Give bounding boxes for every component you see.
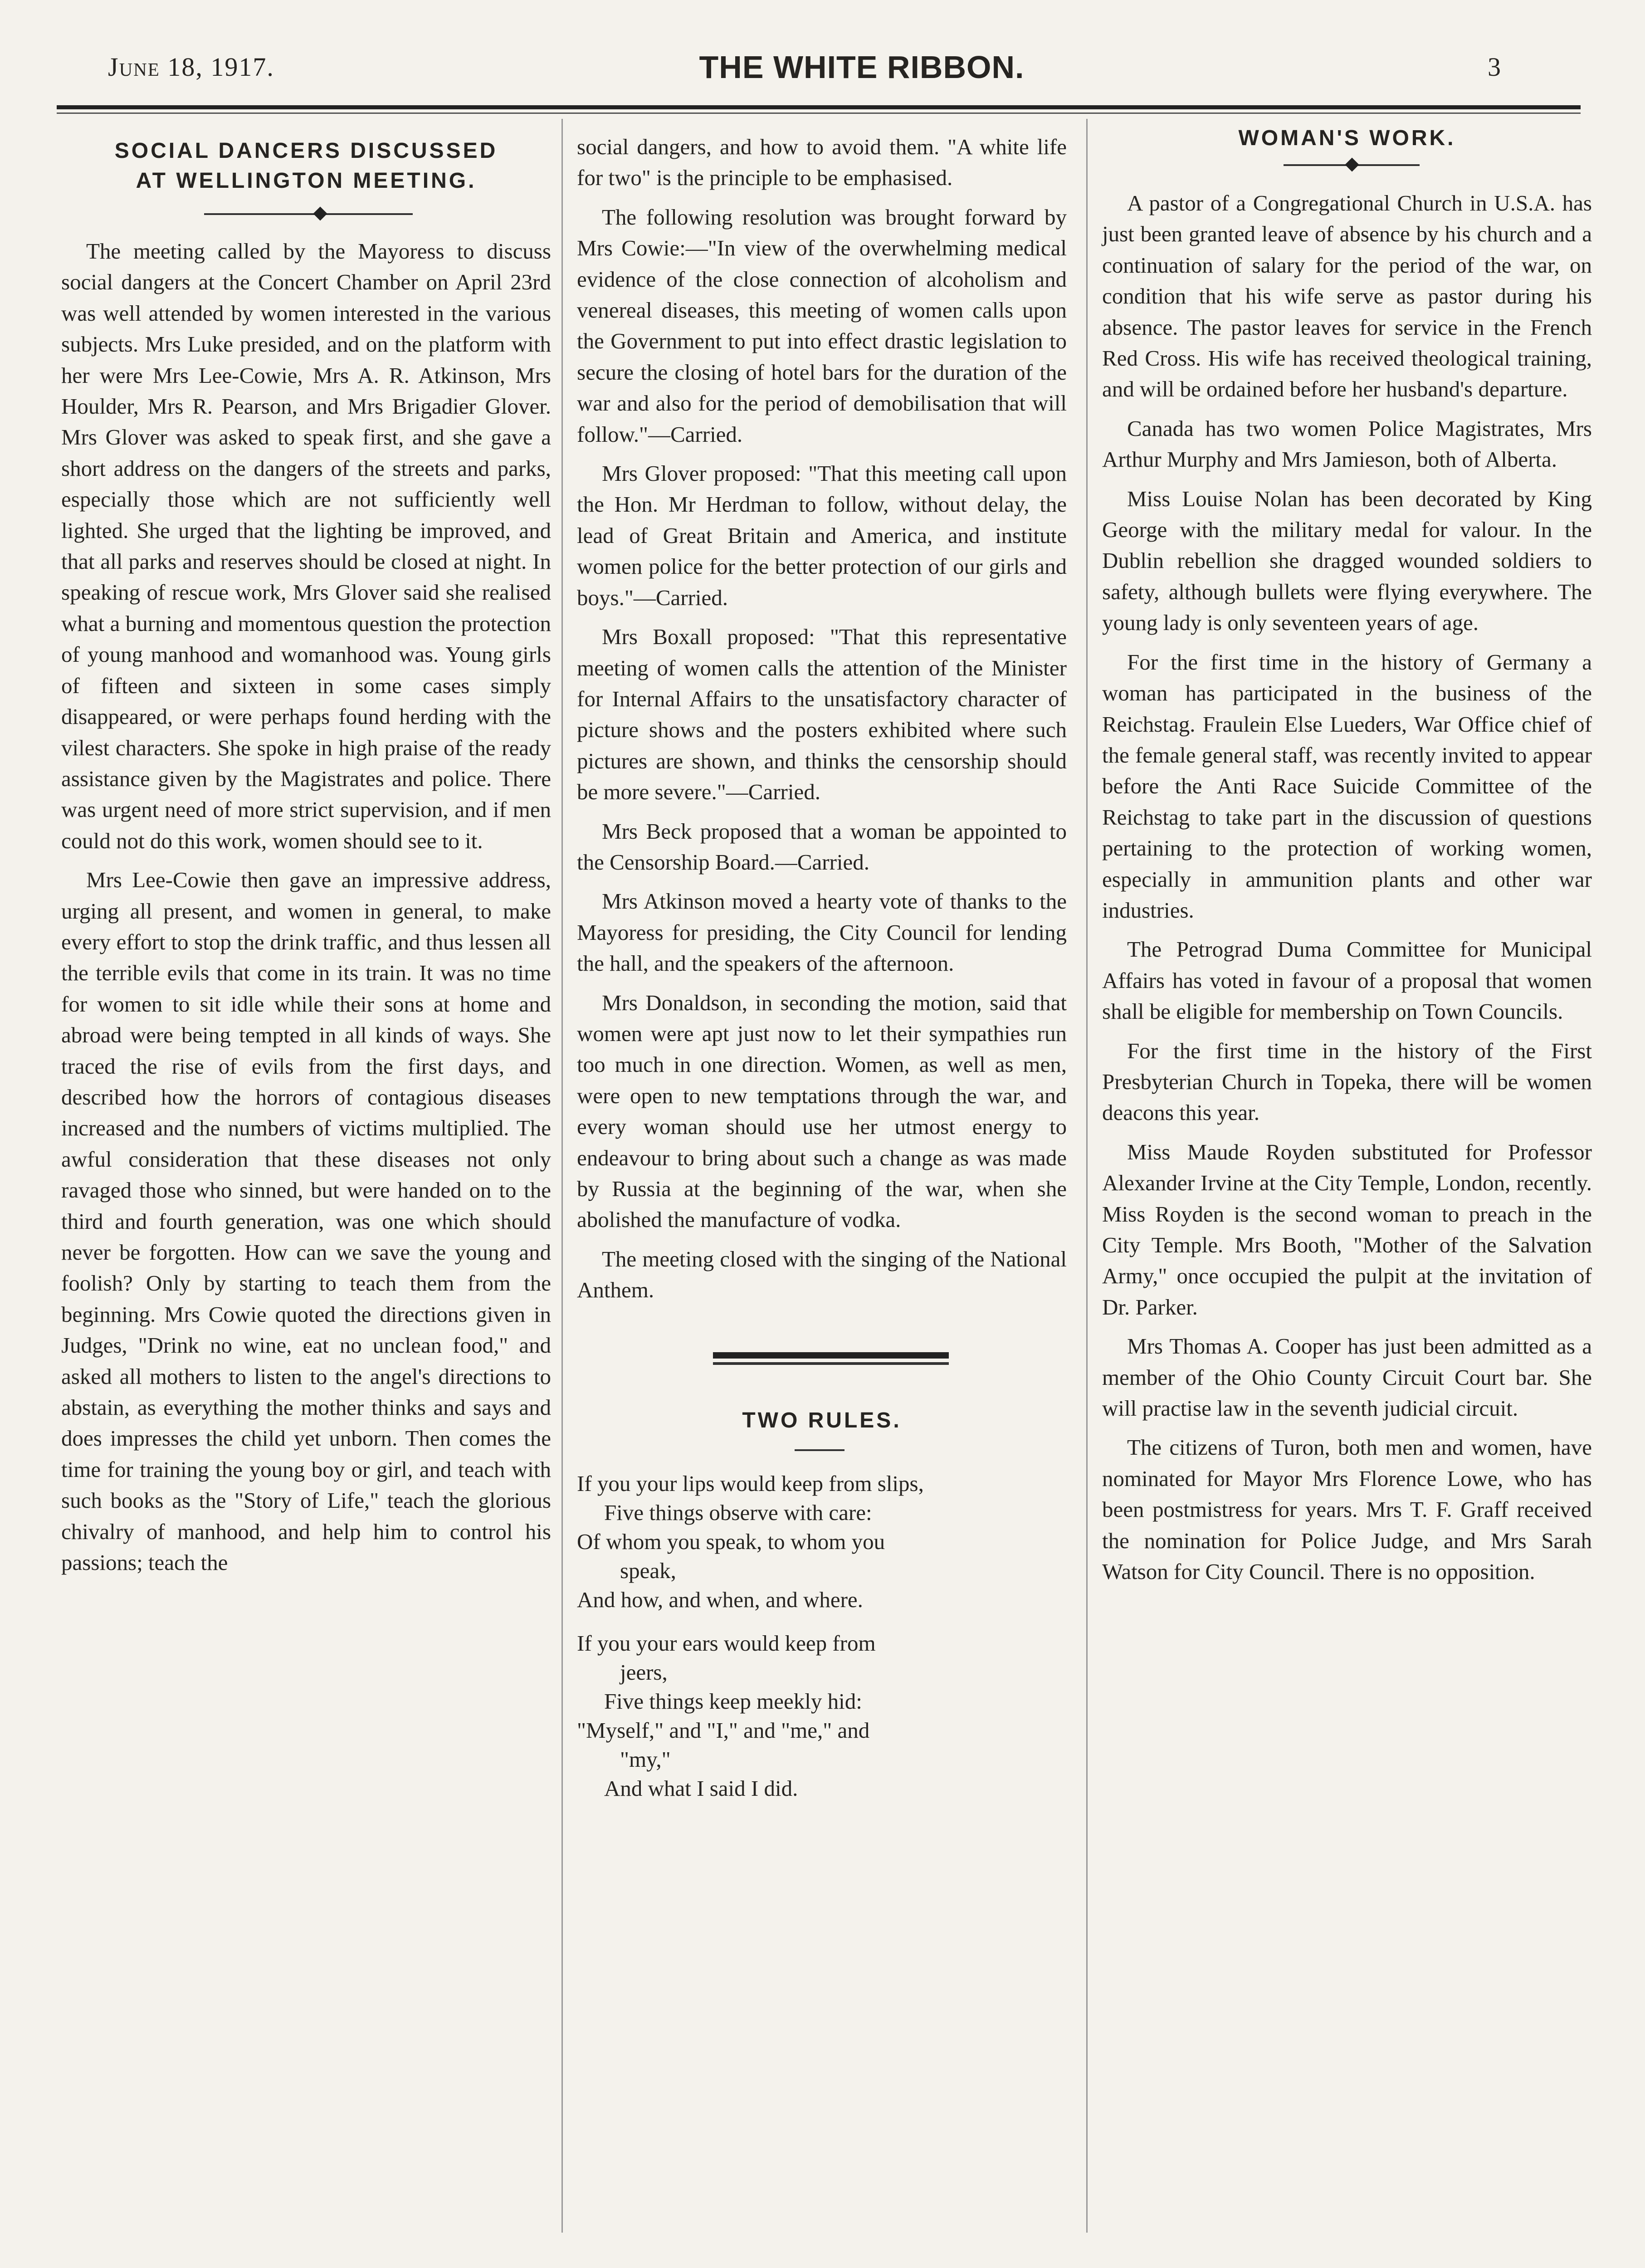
article-paragraph: The meeting closed with the singing of the National Anthem. <box>577 1246 1067 1303</box>
article-paragraph: Mrs Atkinson moved a hearty vote of thanks to the Mayoress for presiding, the City Council for lending the hall, and the speakers of the afternoon. <box>577 889 1067 976</box>
article-heading-social <box>61 136 551 196</box>
womans-work-heading: WOMAN'S WORK. <box>1238 126 1456 150</box>
heading-ornament <box>1102 153 1592 176</box>
poem-line: And what I said I did. <box>604 1775 798 1801</box>
header-rule <box>57 105 1581 109</box>
poem-line: Five things keep meekly hid: <box>604 1688 862 1714</box>
column-divider <box>561 119 563 2233</box>
heading-ornament <box>577 1437 1067 1460</box>
article-paragraph: Mrs Donaldson, in seconding the motion, said that women were apt just now to let their sympathies run too much in one direction. Women, as well as men, were open to new temptations through the war, and every woman should use her utmost energy to endeavour to bring about such a change as was made by Russia at the beginning of the war, when she abolished the manufacture of vodka. <box>577 990 1067 1232</box>
heading-ornament <box>61 202 551 225</box>
article-paragraph: Miss Maude Royden substituted for Professor Alexander Irvine at the City Temple, London, recently. Miss Royden is the second woman to preach in the City Temple. Mrs Booth, "Mother of the Salvation Army," once occupied the pulpit at the invitation of Dr. Parker. <box>1102 1139 1592 1320</box>
page-number: 3 <box>1488 52 1501 82</box>
column-2 <box>577 122 1067 1803</box>
article-paragraph: For the first time in the history of Germany a woman has participated in the business of the Reichstag. Fraulein Else Lueders, War Office chief of the female general staff, was recently invited to appear before the Anti Race Suicide Committee of the Reichstag to take part in the discussion of questions pertaining to the protection of working women, especially in ammunition plants and other war industries. <box>1102 649 1592 923</box>
poem-line: "my," <box>620 1746 671 1772</box>
column-1 <box>61 122 551 1578</box>
poem-line: Five things observe with care: <box>604 1500 872 1525</box>
poem-line: speak, <box>620 1558 676 1583</box>
article-paragraph: The Petrograd Duma Committee for Municipal Affairs has voted in favour of a proposal that women shall be eligible for membership on Town Councils. <box>1102 937 1592 1024</box>
article-paragraph: Mrs Beck proposed that a woman be appointed to the Censorship Board.—Carried. <box>577 818 1067 875</box>
poem-line: And how, and when, and where. <box>577 1587 863 1612</box>
article-paragraph: The meeting called by the Mayoress to discuss social dangers at the Concert Chamber on April 23rd was well attended by women interested in the various subjects. Mrs Luke presided, and on the platform with her were Mrs Lee-Cowie, Mrs A. R. Atkinson, Mrs Houlder, Mrs R. Pearson, and Mrs Brigadier Glover. Mrs Glover was asked to speak first, and she gave a short address on the dangers of the streets and parks, especially those which are not sufficiently well lighted. She urged that the lighting be improved, and that all parks and reserves should be closed at night. In speaking of rescue work, Mrs Glover said she realised what a burning and momentous question the protection of young manhood and womanhood was. Young girls of fifteen and sixteen in some cases simply disappeared, or were perhaps found herding with the vilest characters. She spoke in high praise of the ready assistance given by the Magistrates and police. There was urgent need of more strict supervision, and if men could not do this work, women should see to it. <box>61 239 551 853</box>
column-3 <box>1102 122 1592 1587</box>
poem-line: If you your lips would keep from slips, <box>577 1471 924 1496</box>
poem-line: "Myself," and "I," and "me," and <box>577 1717 870 1743</box>
header-rule-thin <box>57 112 1581 114</box>
article-paragraph: Mrs Boxall proposed: "That this representative meeting of women calls the attention of the Minister for Internal Affairs to the unsatisfactory character of picture shows and the posters exhibited where such pictures are shown, and thinks the censorship should be more severe."—Carried. <box>577 624 1067 805</box>
poem-line: Of whom you speak, to whom you <box>577 1529 885 1554</box>
article-paragraph: The citizens of Turon, both men and women, have nominated for Mayor Mrs Florence Lowe, who has been postmistress for years. Mrs T. F. Graff received the nomination for Police Judge, and Mrs Sarah Watson for City Council. There is no opposition. <box>1102 1435 1592 1584</box>
two-rules-poem <box>577 1469 1067 1803</box>
heading-line-1: SOCIAL DANCERS DISCUSSED <box>114 139 498 163</box>
masthead-title: THE WHITE RIBBON. <box>699 49 1025 85</box>
poem-line: If you your ears would keep from <box>577 1630 876 1656</box>
article-paragraph: Miss Louise Nolan has been decorated by King George with the military medal for valour. In the Dublin rebellion she dragged wounded soldiers to safety, although bullets were flying everywhere. The young lady is only seventeen years of age. <box>1102 486 1592 635</box>
poem-line: jeers, <box>620 1659 668 1685</box>
article-paragraph: Mrs Thomas A. Cooper has just been admitted as a member of the Ohio County Circuit Court bar. She will practise law in the seventh judicial circuit. <box>1102 1334 1592 1421</box>
heading-line-2: AT WELLINGTON MEETING. <box>136 169 477 193</box>
section-separator <box>577 1347 1067 1378</box>
column-divider <box>1086 119 1088 2233</box>
article-paragraph: Canada has two women Police Magistrates, Mrs Arthur Murphy and Mrs Jamieson, both of Alberta. <box>1102 415 1592 472</box>
article-paragraph: Mrs Lee-Cowie then gave an impressive address, urging all present, and women in general, to make every effort to stop the drink traffic, and thus lessen all the terrible evils that come in its train. It was no time for women to sit idle while their sons at home and abroad were being tempted in all kinds of ways. She traced the rise of evils from the first days, and described how the horrors of contagious diseases increased and the numbers of victims multiplied. The awful consideration that these diseases not only ravaged those who sinned, but were handed on to the third and fourth generation, was one which should never be forgotten. How can we save the young and foolish? Only by starting to teach them from the beginning. Mrs Cowie quoted the directions given in Judges, "Drink no wine, eat no unclean food," and asked all mothers to listen to the angel's directions to abstain, as everything the mother thinks and says and does impresses the child yet unborn. Then comes the time for training the young boy or girl, and teach with such books as the "Story of Life," teach the glorious chivalry of manhood, and help him to control his passions; teach the <box>61 867 551 1575</box>
article-paragraph: For the first time in the history of the First Presbyterian Church in Topeka, there will be women deacons this year. <box>1102 1038 1592 1125</box>
article-paragraph: Mrs Glover proposed: "That this meeting call upon the Hon. Mr Herdman to follow, without delay, the lead of Great Britain and America, and institute women police for the better protection of our girls and boys."—Carried. <box>577 461 1067 610</box>
two-rules-heading: TWO RULES. <box>742 1408 902 1432</box>
issue-date: June 18, 1917. <box>108 52 274 82</box>
article-paragraph: social dangers, and how to avoid them. "A white life for two" is the principle to be emphasised. <box>577 134 1067 191</box>
article-paragraph: The following resolution was brought forward by Mrs Cowie:—"In view of the overwhelming medical evidence of the close connection of alcoholism and venereal diseases, this meeting of women calls upon the Government to put into effect drastic legislation to secure the closing of hotel bars for the duration of the war and also for the period of demobilisation that will follow."—Carried. <box>577 204 1067 447</box>
article-paragraph: A pastor of a Congregational Church in U.S.A. has just been granted leave of absence by his church and a continuation of salary for the period of the war, on condition that his wife serve as pastor during his absence. The pastor leaves for service in the French Red Cross. His wife has received theological training, and will be ordained before her husband's departure. <box>1102 191 1592 402</box>
